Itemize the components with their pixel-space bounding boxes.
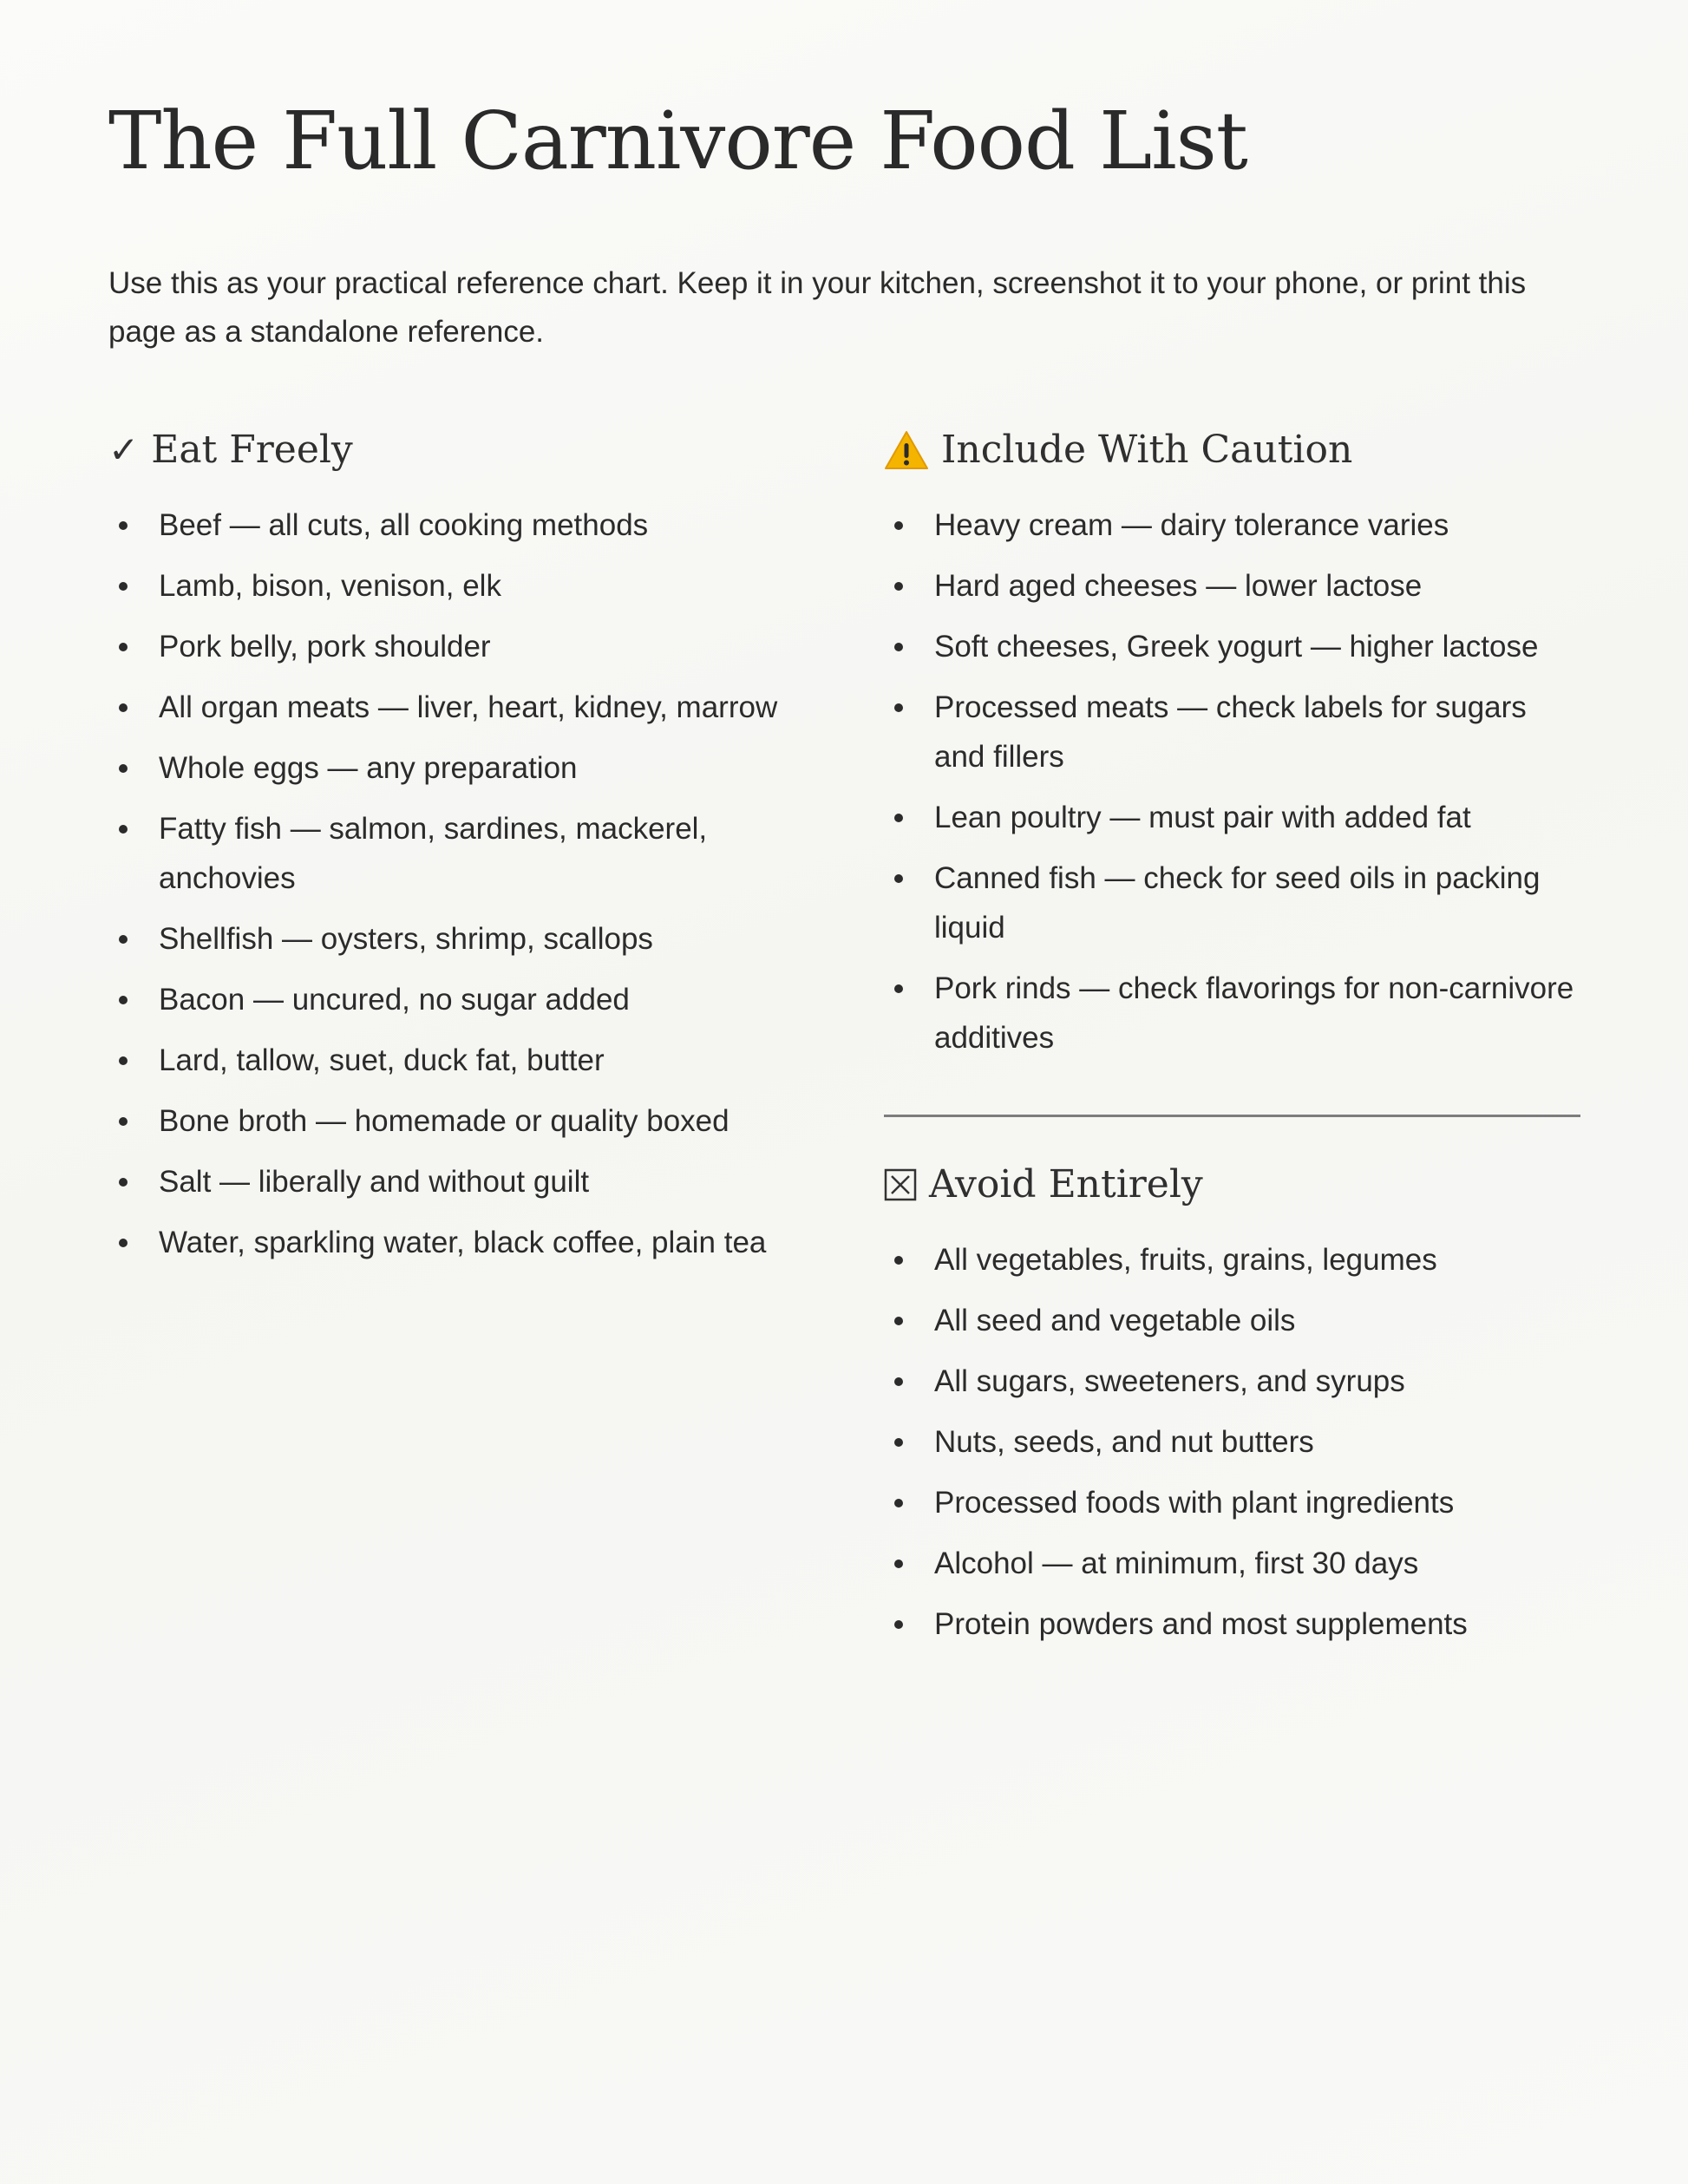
list-item: Soft cheeses, Greek yogurt — higher lactose (884, 622, 1580, 671)
caution-heading (884, 424, 1580, 476)
avoid-heading (884, 1159, 1580, 1211)
list-item: Pork rinds — check flavorings for non-carnivore additives (884, 964, 1580, 1063)
check-icon: ✓ (108, 428, 140, 472)
eat-freely-heading (108, 424, 884, 476)
list-item: All vegetables, fruits, grains, legumes (884, 1235, 1580, 1285)
list-item: Beef — all cuts, all cooking methods (108, 500, 884, 550)
avoid-heading-text: Avoid Entirely (929, 1162, 1203, 1207)
list-item: Water, sparkling water, black coffee, plain tea (108, 1218, 884, 1267)
list-item: Hard aged cheeses — lower lactose (884, 561, 1580, 611)
list-item: Processed foods with plant ingredients (884, 1478, 1580, 1527)
page-title: The Full Carnivore Food List (108, 95, 1247, 187)
list-item: All seed and vegetable oils (884, 1296, 1580, 1345)
columns (108, 424, 1580, 1660)
list-item: Fatty fish — salmon, sardines, mackerel, anchovies (108, 804, 766, 903)
list-item: Nuts, seeds, and nut butters (884, 1417, 1580, 1467)
list-item: Alcohol — at minimum, first 30 days (884, 1539, 1580, 1588)
avoid-list (884, 1235, 1580, 1649)
list-item: Salt — liberally and without guilt (108, 1157, 884, 1206)
list-item: Lamb, bison, venison, elk (108, 561, 884, 611)
section-divider (884, 1115, 1580, 1117)
caution-section (884, 424, 1580, 1063)
list-item: Lard, tallow, suet, duck fat, butter (108, 1036, 884, 1085)
list-item: Bacon — uncured, no sugar added (108, 975, 884, 1024)
list-item: All organ meats — liver, heart, kidney, marrow (108, 683, 884, 732)
eat-freely-heading-text: Eat Freely (151, 428, 353, 473)
eat-freely-list (108, 500, 884, 1267)
right-column (884, 424, 1580, 1660)
caution-heading-text: Include With Caution (941, 428, 1353, 473)
list-item: Lean poultry — must pair with added fat (884, 793, 1580, 842)
caution-list (884, 500, 1580, 1063)
warning-icon (884, 429, 929, 471)
list-item: Bone broth — homemade or quality boxed (108, 1096, 884, 1146)
list-item: Whole eggs — any preparation (108, 743, 884, 793)
list-item: Shellfish — oysters, shrimp, scallops (108, 914, 884, 964)
list-item: All sugars, sweeteners, and syrups (884, 1357, 1580, 1406)
list-item: Processed meats — check labels for sugars and fillers (884, 683, 1580, 781)
list-item: Protein powders and most supplements (884, 1599, 1580, 1649)
intro-paragraph: Use this as your practical reference chart. Keep it in your kitchen, screenshot it to your phone, or print this page as a standalone reference. (108, 266, 1527, 350)
box-x-icon (884, 1168, 917, 1201)
list-item: Heavy cream — dairy tolerance varies (884, 500, 1580, 550)
list-item: Canned fish — check for seed oils in packing liquid (884, 853, 1580, 952)
list-item: Pork belly, pork shoulder (108, 622, 884, 671)
avoid-section (884, 1159, 1580, 1649)
eat-freely-section (108, 424, 884, 1660)
